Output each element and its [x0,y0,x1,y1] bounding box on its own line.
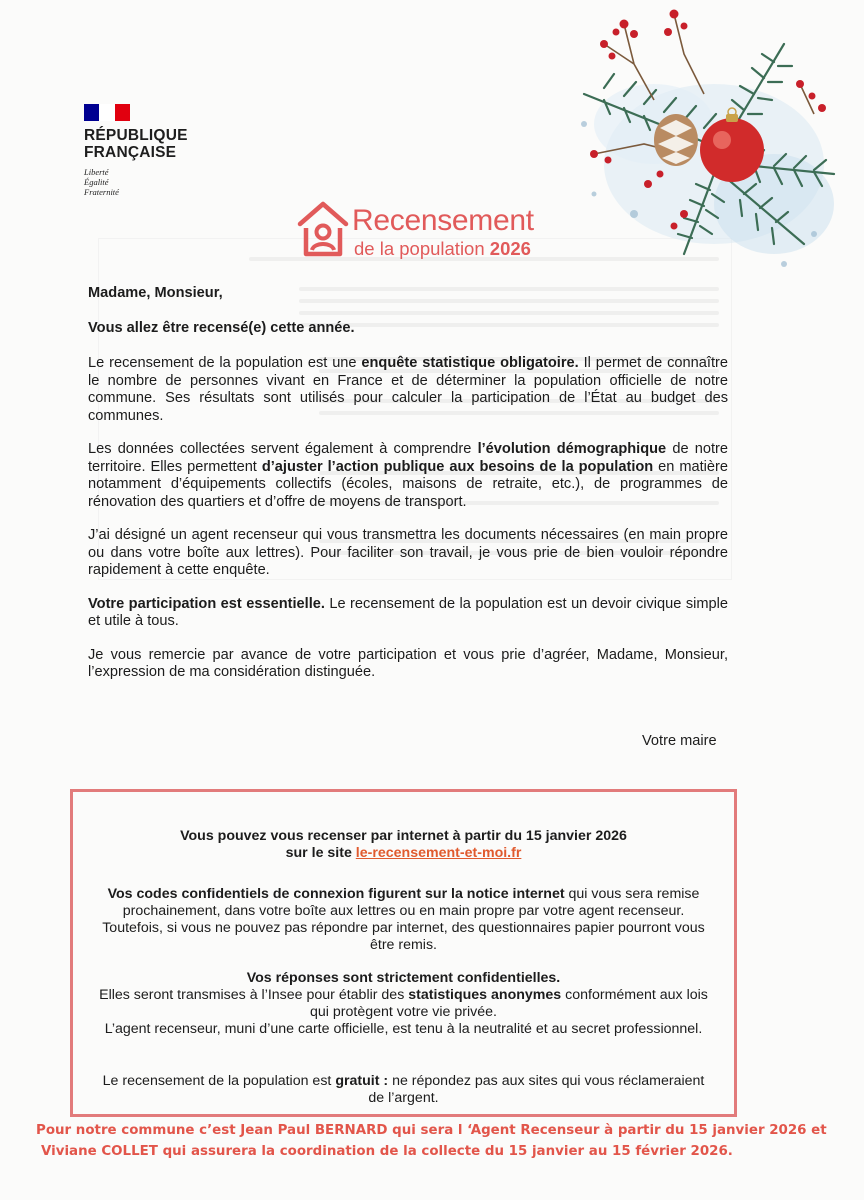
french-flag-icon [84,104,130,121]
republic-line-1: RÉPUBLIQUE [84,127,188,144]
internet-info-box [70,789,737,1117]
census-website-link[interactable]: le-recensement-et-moi.fr [355,845,522,861]
codes-paragraph: Vos codes confidentiels de connexion figurent sur la notice internet qui vous sera remise prochainement, dans votre boîte aux lettres ou en main propre par votre agent recenseur. Toutefois, si vous ne pouvez pas répondre par internet, des questionnaires papier pourront vous être remis. [102,886,705,953]
letter-body [88,285,728,698]
christmas-ornament-decoration [564,4,840,284]
intro-line: Vous allez être recensé(e) cette année. [88,319,355,336]
paragraph-obligation: Le recensement de la population est une enquête statistique obligatoire. Il permet de connaître le nombre de personnes vivant en France et de déterminer la population officielle de notre commune. Ses résultats sont utilisés pour calculer la participation de l’État au budget des communes. [88,355,728,424]
paragraph-usage: Les données collectées servent également à comprendre l’évolution démographique de notre territoire. Elles permettent d’ajuster l’action publique aux besoins de la population en matière notamment d’équipements collectifs (écoles, maisons de retraite, etc.), de programmes de rénovation des quartiers et d’offre de moyens de transport. [88,441,728,510]
motto: Liberté Égalité Fraternité [84,167,119,197]
free-service-paragraph: Le recensement de la population est gratuit : ne répondez pas aux sites qui vous réclameraient de l’argent. [102,1073,705,1106]
republique-francaise-logo [84,104,204,197]
internet-heading: Vous pouvez vous recenser par internet à partir du 15 janvier 2026 sur le site le-recensement-et-moi.fr [180,828,627,861]
note-line-2: Viviane COLLET qui assurera la coordination de la collecte du 15 janvier au 15 février 2026. [41,1144,733,1159]
republic-line-2: FRANÇAISE [84,144,177,161]
note-line-1: Pour notre commune c’est Jean Paul BERNARD qui sera l ‘Agent Recenseur à partir du 15 janvier 2026 et [36,1123,827,1138]
confidentiality-paragraph: Vos réponses sont strictement confidentielles. Elles seront transmises à l’Insee pour établir des statistiques anonymes conformément aux lois qui protègent votre vie privée. L’agent recenseur, muni d’une carte officielle, est tenu à la neutralité et au secret professionnel. [99,970,708,1037]
house-person-icon [296,198,350,260]
paragraph-participation: Votre participation est essentielle. Le recensement de la population est un devoir civique simple et utile à tous. [88,595,728,629]
paragraph-closing: Je vous remercie par avance de votre participation et vous prie d’agréer, Madame, Monsieur, l’expression de ma considération distinguée. [88,646,728,680]
paragraph-agent: J’ai désigné un agent recenseur qui vous transmettra les documents nécessaires (en main propre ou dans votre boîte aux lettres). Pour faciliter son travail, je vous prie de bien vouloir répondre rapidement à cette enquête. [88,527,728,578]
recensement-logo [296,198,566,268]
logo-subtitle: de la population 2026 [354,238,531,259]
local-agent-note [36,1120,826,1162]
salutation: Madame, Monsieur, [88,285,223,301]
signature: Votre maire [642,733,717,749]
logo-title: Recensement [352,204,534,237]
